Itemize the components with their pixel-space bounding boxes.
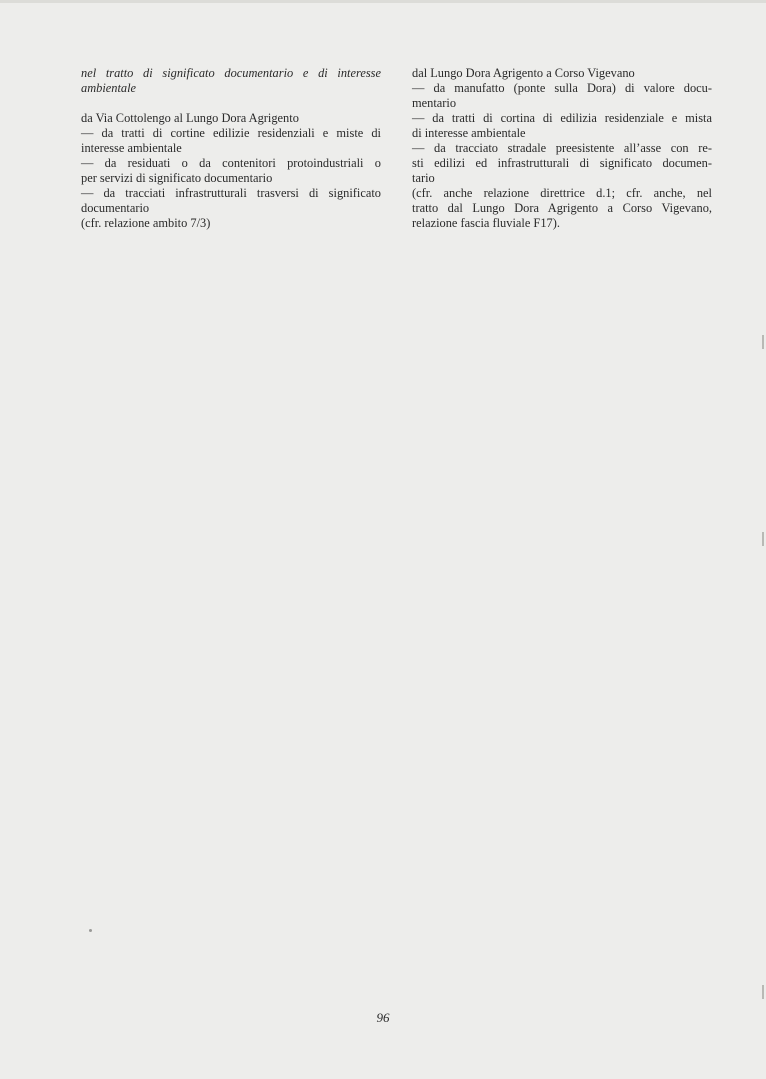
paragraph-gap xyxy=(81,96,381,111)
left-body-line-7: documentario xyxy=(81,201,150,215)
left-body-line-6: — da tracciati infrastrutturali trasversi di significato xyxy=(81,186,381,200)
stray-mark xyxy=(89,929,92,932)
left-heading-line-2: ambientale xyxy=(81,81,137,95)
right-column xyxy=(412,66,712,231)
right-line-4: — da tratti di cortina di edilizia residenziale e mista xyxy=(412,111,712,125)
right-line-1: dal Lungo Dora Agrigento a Corso Vigevano xyxy=(412,66,635,80)
page-top-edge xyxy=(0,0,766,3)
right-line-11: relazione fascia fluviale F17). xyxy=(412,216,560,230)
left-body-line-2: — da tratti di cortine edilizie residenziali e miste di xyxy=(81,126,381,140)
left-body-line-1: da Via Cottolengo al Lungo Dora Agrigento xyxy=(81,111,299,125)
right-line-5: di interesse ambientale xyxy=(412,126,526,140)
left-body-line-5: per servizi di significato documentario xyxy=(81,171,273,185)
right-line-9: (cfr. anche relazione direttrice d.1; cfr. anche, nel xyxy=(412,186,712,200)
right-line-8: tario xyxy=(412,171,435,185)
right-line-7: sti edilizi ed infrastrutturali di significato documen- xyxy=(412,156,712,170)
right-line-6: — da tracciato stradale preesistente all’asse con re- xyxy=(412,141,712,155)
left-body-line-8: (cfr. relazione ambito 7/3) xyxy=(81,216,211,230)
left-column xyxy=(81,66,381,231)
left-body-line-3: interesse ambientale xyxy=(81,141,182,155)
page-edge-mark xyxy=(762,532,764,546)
right-line-2: — da manufatto (ponte sulla Dora) di valore docu- xyxy=(412,81,712,95)
right-line-3: mentario xyxy=(412,96,457,110)
page-edge-mark xyxy=(762,335,764,349)
right-line-10: tratto dal Lungo Dora Agrigento a Corso Vigevano, xyxy=(412,201,712,215)
left-body-line-4: — da residuati o da contenitori protoindustriali o xyxy=(81,156,381,170)
page-edge-mark xyxy=(762,985,764,999)
page-number: 96 xyxy=(376,1010,390,1025)
left-heading-line-1: nel tratto di significato documentario e di interesse xyxy=(81,66,381,80)
